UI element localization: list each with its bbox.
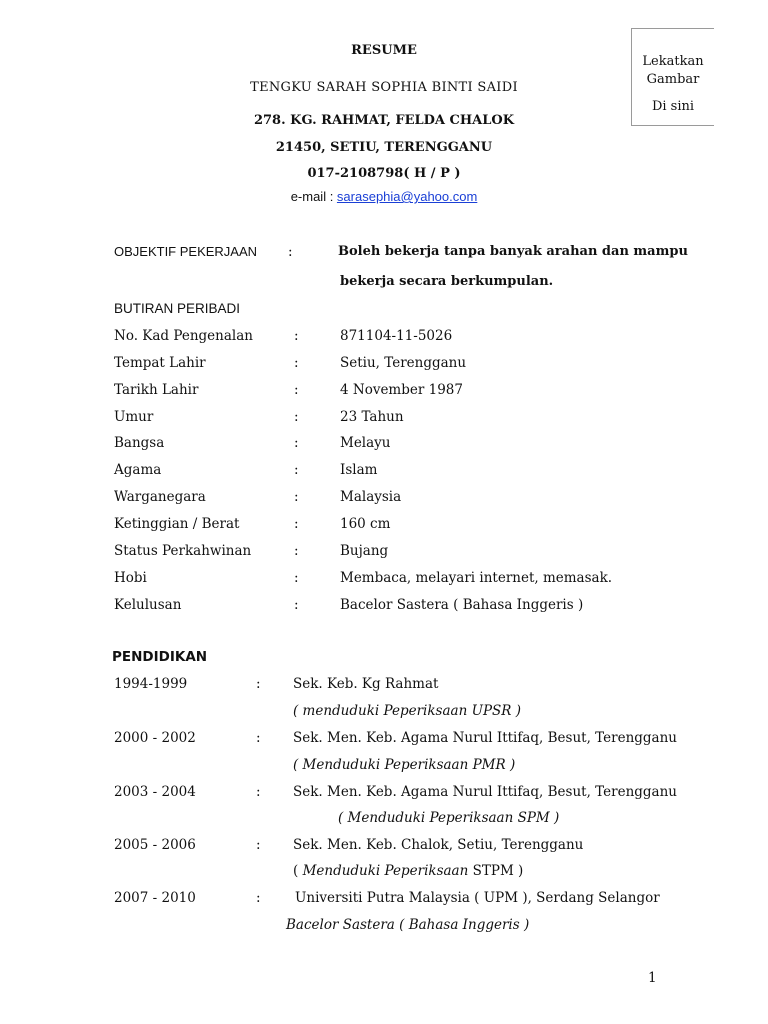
personal-colon: : xyxy=(294,597,299,613)
personal-label: Ketinggian / Berat xyxy=(114,516,240,532)
personal-value: Melayu xyxy=(340,435,391,451)
address-line-2: 21450, SETIU, TERENGGANU xyxy=(275,140,493,155)
personal-label: Kelulusan xyxy=(114,597,182,613)
personal-label: Bangsa xyxy=(114,435,165,451)
personal-value: 4 November 1987 xyxy=(340,382,463,398)
email-label: e-mail : xyxy=(290,189,337,204)
personal-value: Malaysia xyxy=(340,489,402,505)
personal-label: No. Kad Pengenalan xyxy=(114,328,253,344)
education-note xyxy=(293,863,523,879)
applicant-name: TENGKU SARAH SOPHIA BINTI SAIDI xyxy=(250,80,518,95)
personal-colon: : xyxy=(294,489,299,505)
education-note-suffix: STPM ) xyxy=(468,863,524,879)
education-years: 1994-1999 xyxy=(114,676,188,692)
personal-label: Agama xyxy=(114,462,162,478)
email-link[interactable]: sarasephia@yahoo.com xyxy=(336,189,478,204)
personal-colon: : xyxy=(294,382,299,398)
education-note-prefix: ( xyxy=(293,863,303,879)
personal-heading: BUTIRAN PERIBADI xyxy=(114,301,241,316)
education-note: ( Menduduki Peperiksaan PMR ) xyxy=(293,757,516,773)
education-school: Universiti Putra Malaysia ( UPM ), Serdang Selangor xyxy=(295,890,660,906)
personal-label: Tarikh Lahir xyxy=(114,382,199,398)
personal-value: Setiu, Terengganu xyxy=(340,355,467,371)
personal-colon: : xyxy=(294,435,299,451)
objective-colon: : xyxy=(288,244,293,260)
education-school: Sek. Keb. Kg Rahmat xyxy=(293,676,439,692)
personal-value: Bujang xyxy=(340,543,389,559)
education-colon: : xyxy=(256,837,261,853)
personal-colon: : xyxy=(294,328,299,344)
photo-box-line-3: Di sini xyxy=(651,99,695,114)
personal-value: 871104-11-5026 xyxy=(340,328,453,344)
phone-number: 017-2108798( H / P ) xyxy=(307,166,461,181)
education-note-italic: Menduduki Peperiksaan xyxy=(302,863,469,879)
education-note: ( Menduduki Peperiksaan SPM ) xyxy=(338,810,560,826)
education-years: 2007 - 2010 xyxy=(114,890,196,906)
education-heading: PENDIDIKAN xyxy=(112,649,208,665)
personal-colon: : xyxy=(294,516,299,532)
address-line-1: 278. KG. RAHMAT, FELDA CHALOK xyxy=(253,113,515,128)
personal-value: Islam xyxy=(340,462,378,478)
education-note: ( menduduki Peperiksaan UPSR ) xyxy=(293,703,521,719)
email-line xyxy=(0,189,768,204)
personal-label: Warganegara xyxy=(114,489,206,505)
education-colon: : xyxy=(256,730,261,746)
education-colon: : xyxy=(256,676,261,692)
education-years: 2003 - 2004 xyxy=(114,784,196,800)
personal-label: Umur xyxy=(114,409,154,425)
education-years: 2005 - 2006 xyxy=(114,837,196,853)
education-years: 2000 - 2002 xyxy=(114,730,196,746)
personal-label: Status Perkahwinan xyxy=(114,543,252,559)
personal-label: Tempat Lahir xyxy=(114,355,206,371)
personal-value: Membaca, melayari internet, memasak. xyxy=(340,570,613,586)
personal-value: 23 Tahun xyxy=(340,409,404,425)
personal-value: Bacelor Sastera ( Bahasa Inggeris ) xyxy=(340,597,584,613)
personal-label: Hobi xyxy=(114,570,147,586)
education-school: Sek. Men. Keb. Chalok, Setiu, Terengganu xyxy=(293,837,584,853)
personal-colon: : xyxy=(294,409,299,425)
objective-line-2: bekerja secara berkumpulan. xyxy=(340,274,554,289)
personal-colon: : xyxy=(294,462,299,478)
education-colon: : xyxy=(256,890,261,906)
photo-placeholder-box xyxy=(631,28,714,126)
personal-colon: : xyxy=(294,543,299,559)
photo-box-line-2: Gambar xyxy=(646,72,700,87)
education-school: Sek. Men. Keb. Agama Nurul Ittifaq, Besut, Terengganu xyxy=(293,784,677,800)
personal-colon: : xyxy=(294,355,299,371)
personal-colon: : xyxy=(294,570,299,586)
education-school: Sek. Men. Keb. Agama Nurul Ittifaq, Besut, Terengganu xyxy=(293,730,677,746)
resume-title: RESUME xyxy=(351,43,417,58)
education-note: Bacelor Sastera ( Bahasa Inggeris ) xyxy=(286,917,530,933)
objective-label: OBJEKTIF PEKERJAAN xyxy=(114,244,258,259)
education-colon: : xyxy=(256,784,261,800)
personal-value: 160 cm xyxy=(340,516,391,532)
objective-line-1: Boleh bekerja tanpa banyak arahan dan mampu xyxy=(338,244,688,259)
page-number: 1 xyxy=(648,970,657,986)
photo-box-line-1: Lekatkan xyxy=(642,54,704,69)
